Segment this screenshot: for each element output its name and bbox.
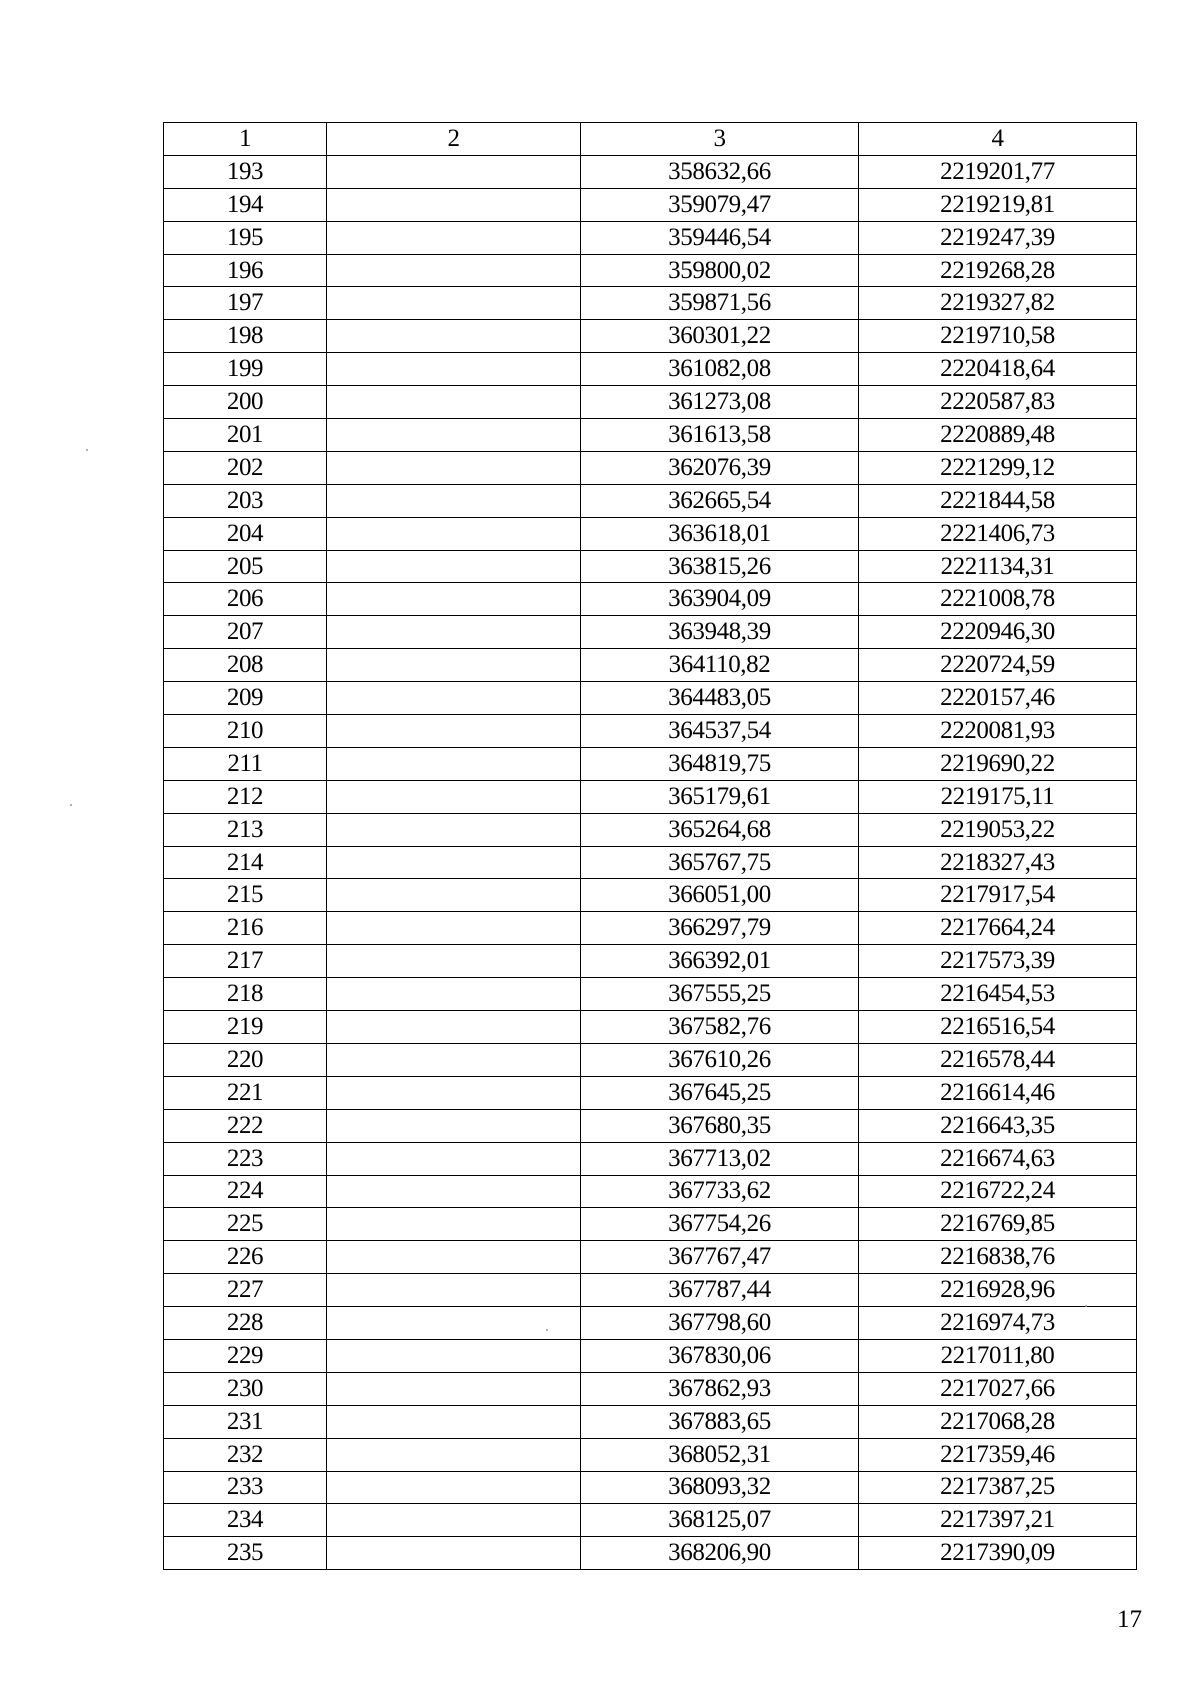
column-2-cell	[327, 386, 581, 419]
coordinate-x-cell: 366051,00	[581, 879, 859, 912]
point-number-cell: 217	[164, 945, 327, 978]
table-row	[164, 747, 1137, 780]
coordinates-table	[163, 122, 1137, 1570]
table-row	[164, 1438, 1137, 1471]
point-number-cell: 232	[164, 1438, 327, 1471]
column-2-cell	[327, 1109, 581, 1142]
coordinate-x-cell: 362665,54	[581, 484, 859, 517]
coordinate-x-cell: 364537,54	[581, 715, 859, 748]
point-number-cell: 199	[164, 353, 327, 386]
coordinate-x-cell: 368206,90	[581, 1537, 859, 1570]
coordinate-x-cell: 366297,79	[581, 912, 859, 945]
point-number-cell: 198	[164, 320, 327, 353]
header-col-2: 2	[327, 123, 581, 156]
coordinate-y-cell: 2220724,59	[859, 649, 1137, 682]
table-row	[164, 1208, 1137, 1241]
point-number-cell: 204	[164, 517, 327, 550]
point-number-cell: 215	[164, 879, 327, 912]
point-number-cell: 223	[164, 1142, 327, 1175]
table-row	[164, 386, 1137, 419]
coordinate-y-cell: 2217397,21	[859, 1504, 1137, 1537]
coordinate-x-cell: 367862,93	[581, 1372, 859, 1405]
coordinate-x-cell: 359800,02	[581, 254, 859, 287]
coordinate-x-cell: 367787,44	[581, 1274, 859, 1307]
coordinate-y-cell: 2217573,39	[859, 945, 1137, 978]
coordinate-x-cell: 368052,31	[581, 1438, 859, 1471]
column-2-cell	[327, 978, 581, 1011]
coordinate-x-cell: 364483,05	[581, 682, 859, 715]
coordinate-y-cell: 2218327,43	[859, 846, 1137, 879]
table-row	[164, 813, 1137, 846]
scan-speck	[86, 449, 88, 451]
coordinate-x-cell: 368125,07	[581, 1504, 859, 1537]
coordinate-x-cell: 363904,09	[581, 583, 859, 616]
table-header	[164, 123, 1137, 156]
coordinate-y-cell: 2217664,24	[859, 912, 1137, 945]
point-number-cell: 229	[164, 1339, 327, 1372]
coordinate-y-cell: 2219247,39	[859, 221, 1137, 254]
column-2-cell	[327, 1471, 581, 1504]
coordinate-x-cell: 361273,08	[581, 386, 859, 419]
coordinate-y-cell: 2221844,58	[859, 484, 1137, 517]
table-row	[164, 353, 1137, 386]
coordinate-x-cell: 368093,32	[581, 1471, 859, 1504]
point-number-cell: 218	[164, 978, 327, 1011]
coordinate-y-cell: 2220157,46	[859, 682, 1137, 715]
column-2-cell	[327, 945, 581, 978]
coordinate-x-cell: 363948,39	[581, 616, 859, 649]
coordinate-x-cell: 361613,58	[581, 419, 859, 452]
table-row	[164, 945, 1137, 978]
table-row	[164, 1043, 1137, 1076]
coordinate-y-cell: 2217068,28	[859, 1405, 1137, 1438]
coordinate-y-cell: 2219690,22	[859, 747, 1137, 780]
table-row	[164, 978, 1137, 1011]
coordinate-x-cell: 359871,56	[581, 287, 859, 320]
column-2-cell	[327, 221, 581, 254]
coordinate-x-cell: 362076,39	[581, 451, 859, 484]
coordinate-y-cell: 2219201,77	[859, 155, 1137, 188]
point-number-cell: 207	[164, 616, 327, 649]
point-number-cell: 196	[164, 254, 327, 287]
coordinate-x-cell: 365179,61	[581, 780, 859, 813]
point-number-cell: 208	[164, 649, 327, 682]
scan-speck	[1085, 1305, 1087, 1307]
point-number-cell: 226	[164, 1241, 327, 1274]
column-2-cell	[327, 188, 581, 221]
table-row	[164, 1011, 1137, 1044]
coordinate-y-cell: 2216516,54	[859, 1011, 1137, 1044]
column-2-cell	[327, 1076, 581, 1109]
coordinate-y-cell: 2219053,22	[859, 813, 1137, 846]
coordinate-x-cell: 359446,54	[581, 221, 859, 254]
coordinate-y-cell: 2220587,83	[859, 386, 1137, 419]
coordinate-x-cell: 367610,26	[581, 1043, 859, 1076]
coordinate-x-cell: 367798,60	[581, 1307, 859, 1340]
coordinate-y-cell: 2216928,96	[859, 1274, 1137, 1307]
coordinate-x-cell: 367767,47	[581, 1241, 859, 1274]
point-number-cell: 201	[164, 419, 327, 452]
column-2-cell	[327, 1372, 581, 1405]
coordinate-x-cell: 360301,22	[581, 320, 859, 353]
coordinate-y-cell: 2220418,64	[859, 353, 1137, 386]
coordinate-x-cell: 367830,06	[581, 1339, 859, 1372]
point-number-cell: 216	[164, 912, 327, 945]
point-number-cell: 233	[164, 1471, 327, 1504]
table-row	[164, 155, 1137, 188]
table-row	[164, 188, 1137, 221]
column-2-cell	[327, 747, 581, 780]
column-2-cell	[327, 912, 581, 945]
point-number-cell: 193	[164, 155, 327, 188]
table-row	[164, 1405, 1137, 1438]
column-2-cell	[327, 517, 581, 550]
table-row	[164, 1076, 1137, 1109]
table-row	[164, 1372, 1137, 1405]
point-number-cell: 224	[164, 1175, 327, 1208]
coordinate-x-cell: 361082,08	[581, 353, 859, 386]
coordinate-x-cell: 367645,25	[581, 1076, 859, 1109]
coordinate-x-cell: 358632,66	[581, 155, 859, 188]
point-number-cell: 212	[164, 780, 327, 813]
point-number-cell: 203	[164, 484, 327, 517]
point-number-cell: 210	[164, 715, 327, 748]
coordinate-y-cell: 2221134,31	[859, 550, 1137, 583]
scan-speck	[70, 804, 72, 806]
point-number-cell: 205	[164, 550, 327, 583]
scan-speck	[546, 1329, 548, 1331]
coordinate-x-cell: 367680,35	[581, 1109, 859, 1142]
table-row	[164, 1175, 1137, 1208]
column-2-cell	[327, 1142, 581, 1175]
table-row	[164, 254, 1137, 287]
coordinate-y-cell: 2221406,73	[859, 517, 1137, 550]
column-2-cell	[327, 1241, 581, 1274]
coordinate-x-cell: 359079,47	[581, 188, 859, 221]
header-col-3: 3	[581, 123, 859, 156]
table-row	[164, 451, 1137, 484]
coordinate-y-cell: 2219219,81	[859, 188, 1137, 221]
point-number-cell: 227	[164, 1274, 327, 1307]
column-2-cell	[327, 813, 581, 846]
column-2-cell	[327, 1274, 581, 1307]
coordinate-x-cell: 367754,26	[581, 1208, 859, 1241]
column-2-cell	[327, 879, 581, 912]
column-2-cell	[327, 1043, 581, 1076]
point-number-cell: 235	[164, 1537, 327, 1570]
column-2-cell	[327, 649, 581, 682]
coordinate-y-cell: 2220889,48	[859, 419, 1137, 452]
coordinate-y-cell: 2217917,54	[859, 879, 1137, 912]
table-row	[164, 1504, 1137, 1537]
header-col-4: 4	[859, 123, 1137, 156]
coordinate-x-cell: 367883,65	[581, 1405, 859, 1438]
coordinate-x-cell: 366392,01	[581, 945, 859, 978]
table-row	[164, 1109, 1137, 1142]
table-row	[164, 1241, 1137, 1274]
table-body	[164, 155, 1137, 1569]
coordinate-x-cell: 367733,62	[581, 1175, 859, 1208]
coordinate-y-cell: 2219175,11	[859, 780, 1137, 813]
coordinate-y-cell: 2216974,73	[859, 1307, 1137, 1340]
coordinate-y-cell: 2216722,24	[859, 1175, 1137, 1208]
coordinate-x-cell: 365264,68	[581, 813, 859, 846]
column-2-cell	[327, 846, 581, 879]
table-row	[164, 583, 1137, 616]
point-number-cell: 219	[164, 1011, 327, 1044]
table-row	[164, 517, 1137, 550]
coordinate-x-cell: 363815,26	[581, 550, 859, 583]
point-number-cell: 197	[164, 287, 327, 320]
column-2-cell	[327, 682, 581, 715]
column-2-cell	[327, 254, 581, 287]
table-row	[164, 1274, 1137, 1307]
table-row	[164, 419, 1137, 452]
column-2-cell	[327, 1339, 581, 1372]
column-2-cell	[327, 715, 581, 748]
point-number-cell: 195	[164, 221, 327, 254]
table-row	[164, 1307, 1137, 1340]
column-2-cell	[327, 1011, 581, 1044]
column-2-cell	[327, 155, 581, 188]
table-row	[164, 649, 1137, 682]
table-row	[164, 550, 1137, 583]
table-row	[164, 715, 1137, 748]
table-row	[164, 1339, 1137, 1372]
coordinate-y-cell: 2219268,28	[859, 254, 1137, 287]
coordinate-x-cell: 365767,75	[581, 846, 859, 879]
point-number-cell: 211	[164, 747, 327, 780]
coordinate-y-cell: 2217359,46	[859, 1438, 1137, 1471]
point-number-cell: 200	[164, 386, 327, 419]
table-row	[164, 1471, 1137, 1504]
table-row	[164, 682, 1137, 715]
table-row	[164, 879, 1137, 912]
column-2-cell	[327, 616, 581, 649]
coordinate-y-cell: 2216454,53	[859, 978, 1137, 1011]
point-number-cell: 222	[164, 1109, 327, 1142]
coordinate-x-cell: 364110,82	[581, 649, 859, 682]
column-2-cell	[327, 320, 581, 353]
point-number-cell: 231	[164, 1405, 327, 1438]
header-row	[164, 123, 1137, 156]
column-2-cell	[327, 550, 581, 583]
coordinate-y-cell: 2219710,58	[859, 320, 1137, 353]
header-col-1: 1	[164, 123, 327, 156]
coordinate-y-cell: 2220946,30	[859, 616, 1137, 649]
coordinate-x-cell: 367555,25	[581, 978, 859, 1011]
coordinate-x-cell: 367582,76	[581, 1011, 859, 1044]
coordinate-x-cell: 364819,75	[581, 747, 859, 780]
point-number-cell: 220	[164, 1043, 327, 1076]
coordinate-y-cell: 2216614,46	[859, 1076, 1137, 1109]
point-number-cell: 230	[164, 1372, 327, 1405]
coordinate-y-cell: 2216578,44	[859, 1043, 1137, 1076]
point-number-cell: 194	[164, 188, 327, 221]
column-2-cell	[327, 1504, 581, 1537]
point-number-cell: 234	[164, 1504, 327, 1537]
point-number-cell: 209	[164, 682, 327, 715]
column-2-cell	[327, 1175, 581, 1208]
table-row	[164, 846, 1137, 879]
coordinate-y-cell: 2217027,66	[859, 1372, 1137, 1405]
coordinate-y-cell: 2216643,35	[859, 1109, 1137, 1142]
point-number-cell: 221	[164, 1076, 327, 1109]
coordinate-y-cell: 2221299,12	[859, 451, 1137, 484]
point-number-cell: 213	[164, 813, 327, 846]
coordinate-x-cell: 363618,01	[581, 517, 859, 550]
table-row	[164, 616, 1137, 649]
page-number: 17	[1117, 1606, 1142, 1633]
point-number-cell: 214	[164, 846, 327, 879]
coordinate-y-cell: 2219327,82	[859, 287, 1137, 320]
table-row	[164, 320, 1137, 353]
coordinate-y-cell: 2216838,76	[859, 1241, 1137, 1274]
coordinate-y-cell: 2220081,93	[859, 715, 1137, 748]
column-2-cell	[327, 1208, 581, 1241]
column-2-cell	[327, 484, 581, 517]
table-row	[164, 780, 1137, 813]
coordinate-y-cell: 2217390,09	[859, 1537, 1137, 1570]
column-2-cell	[327, 583, 581, 616]
column-2-cell	[327, 1405, 581, 1438]
column-2-cell	[327, 1307, 581, 1340]
column-2-cell	[327, 353, 581, 386]
table-row	[164, 1537, 1137, 1570]
table-row	[164, 221, 1137, 254]
table-row	[164, 287, 1137, 320]
table-row	[164, 484, 1137, 517]
point-number-cell: 202	[164, 451, 327, 484]
point-number-cell: 225	[164, 1208, 327, 1241]
point-number-cell: 228	[164, 1307, 327, 1340]
coordinate-x-cell: 367713,02	[581, 1142, 859, 1175]
table-row	[164, 912, 1137, 945]
coordinate-y-cell: 2221008,78	[859, 583, 1137, 616]
column-2-cell	[327, 419, 581, 452]
coordinate-y-cell: 2216674,63	[859, 1142, 1137, 1175]
table-row	[164, 1142, 1137, 1175]
point-number-cell: 206	[164, 583, 327, 616]
column-2-cell	[327, 1438, 581, 1471]
coordinate-y-cell: 2217387,25	[859, 1471, 1137, 1504]
column-2-cell	[327, 287, 581, 320]
column-2-cell	[327, 451, 581, 484]
coordinate-y-cell: 2216769,85	[859, 1208, 1137, 1241]
column-2-cell	[327, 1537, 581, 1570]
column-2-cell	[327, 780, 581, 813]
coordinate-y-cell: 2217011,80	[859, 1339, 1137, 1372]
